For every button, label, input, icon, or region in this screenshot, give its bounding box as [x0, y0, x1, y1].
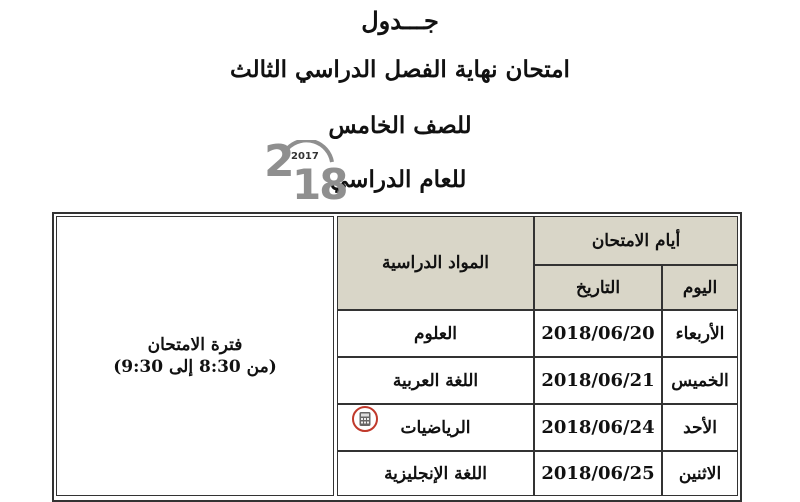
exam-days-header	[534, 216, 738, 265]
day-label: الأحد	[683, 417, 717, 438]
document-title: جـــدول	[361, 6, 439, 35]
table-row-subject	[337, 310, 534, 357]
table-row-subject	[337, 357, 534, 404]
date-header	[534, 265, 662, 310]
day-label: الاثنين	[678, 463, 722, 484]
year-logo	[258, 136, 347, 210]
date-label: 2018/06/25	[541, 463, 655, 484]
table-row-date	[534, 310, 662, 357]
table-row-day	[662, 310, 738, 357]
date-header-label: التاريخ	[575, 277, 621, 298]
subjects-header-label: المواد الدراسية	[382, 253, 489, 273]
day-label: الأربعاء	[675, 323, 725, 344]
subject-label: العلوم	[413, 323, 458, 344]
exam-days-header-label: أيام الامتحان	[591, 230, 681, 251]
year-logo-2: 2	[264, 136, 295, 187]
exam-period-time: (من 8:30 إلى 9:30)	[113, 357, 277, 377]
subject-label: اللغة الإنجليزية	[384, 463, 487, 484]
exam-title: امتحان نهاية الفصل الدراسي الثالث	[230, 56, 570, 83]
table-row-date	[534, 451, 662, 496]
table-row-date	[534, 404, 662, 451]
subject-label: الرياضيات	[400, 417, 471, 438]
calculator-icon	[352, 406, 378, 432]
table-row-day	[662, 451, 738, 496]
year-logo-2017: 2017	[291, 151, 319, 162]
table-row-subject	[337, 451, 534, 496]
date-label: 2018/06/20	[541, 323, 655, 344]
exam-period-title: فترة الامتحان	[147, 335, 243, 355]
day-header	[662, 265, 738, 310]
day-header-label: اليوم	[682, 277, 718, 298]
table-row-day	[662, 404, 738, 451]
subjects-header	[337, 216, 534, 310]
subject-label: اللغة العربية	[392, 370, 479, 391]
grade-title: للصف الخامس	[328, 112, 472, 139]
year-logo-18: 18	[292, 160, 347, 209]
date-label: 2018/06/21	[541, 370, 655, 391]
table-row-day	[662, 357, 738, 404]
day-label: الخميس	[671, 370, 729, 391]
year-label: للعام الدراسي	[330, 166, 467, 193]
exam-period-cell	[56, 216, 334, 496]
date-label: 2018/06/24	[541, 417, 655, 438]
table-row-date	[534, 357, 662, 404]
